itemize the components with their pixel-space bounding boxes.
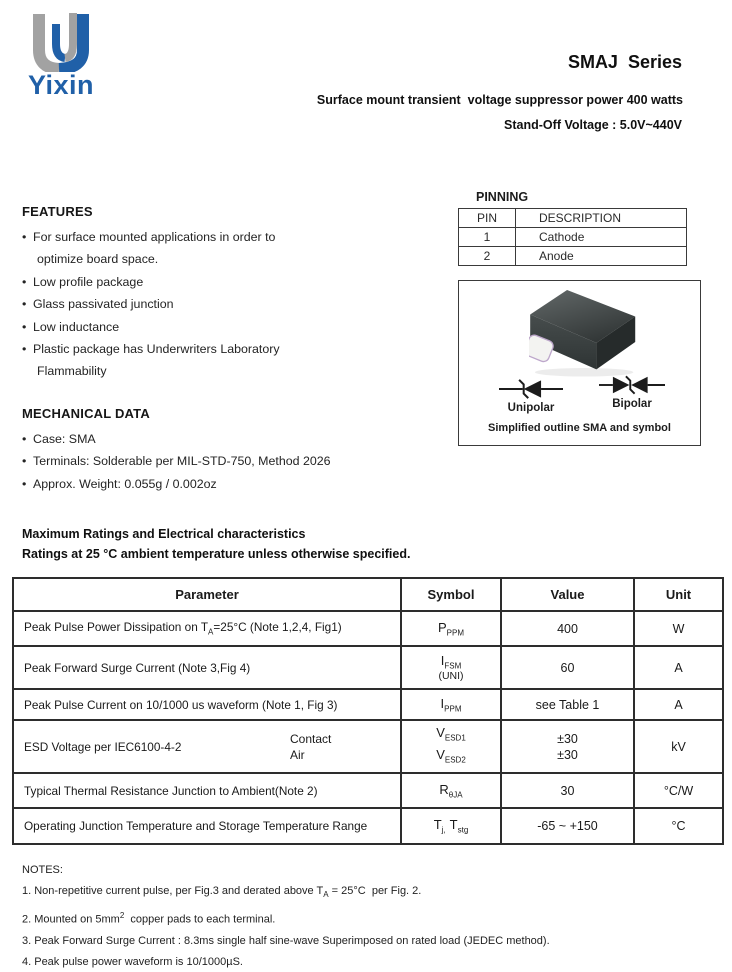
desc-col-header: DESCRIPTION: [516, 209, 687, 228]
note-3: 3. Peak Forward Surge Current : 8.3ms single half sine-wave Superimposed on rated load (JEDEC method).: [22, 934, 550, 947]
parameter: Peak Forward Surge Current (Note 3,Fig 4): [13, 646, 401, 689]
pin-description: Anode: [516, 247, 687, 266]
ratings-heading-line2: Ratings at 25 °C ambient temperature unless otherwise specified.: [22, 547, 411, 561]
feature-item: optimize board space.: [37, 252, 159, 267]
unit: kV: [634, 720, 723, 773]
col-unit: Unit: [634, 578, 723, 611]
esd-conditions: Contact Air: [290, 731, 332, 762]
unit: °C/W: [634, 773, 723, 808]
col-value: Value: [501, 578, 634, 611]
unit: W: [634, 611, 723, 646]
symbol: $R_{\theta JA}$: [401, 773, 501, 808]
sma-package-image: [529, 289, 643, 377]
features-section: [22, 204, 452, 383]
col-symbol: Symbol: [401, 578, 501, 611]
table-row: [13, 720, 723, 773]
symbol: $V_{ESD1}$ $V_{ESD2}$: [401, 720, 501, 773]
table-row: [13, 689, 723, 720]
logo-wordmark: Yixin: [28, 70, 95, 100]
value: see Table 1: [501, 689, 634, 720]
symbol: $P_{PPM}$: [401, 611, 501, 646]
parameter: Typical Thermal Resistance Junction to Ambient(Note 2): [13, 773, 401, 808]
features-heading: FEATURES: [22, 204, 93, 219]
value: 60: [501, 646, 634, 689]
table-row: [13, 773, 723, 808]
parameter: ESD Voltage per IEC6100-4-2 Contact Air: [13, 720, 401, 773]
series-title: SMAJ Series: [567, 52, 682, 72]
value: 400: [501, 611, 634, 646]
figure-caption: Simplified outline SMA and symbol: [488, 422, 671, 434]
notes-heading: NOTES:: [22, 864, 63, 876]
value: ±30 ±30: [501, 720, 634, 773]
symbol: $I_{FSM}$ (UNI): [401, 646, 501, 689]
note-1: 1. Non-repetitive current pulse, per Fig.3 and derated above $T_A = 25^\circ C$ per Fig. 2.: [22, 885, 422, 900]
package-figure-box: [458, 280, 701, 446]
bipolar-label: Bipolar: [612, 398, 652, 410]
standoff-voltage: Stand-Off Voltage : 5.0V~440V: [504, 118, 682, 132]
feature-item: • Plastic package has Underwriters Laboratory: [22, 338, 452, 360]
feature-item: • Glass passivated junction: [22, 293, 452, 315]
doc-subtitle: Surface mount transient voltage suppressor power 400 watts: [316, 93, 683, 107]
pinning-table: [458, 208, 687, 266]
value: 30: [501, 773, 634, 808]
unit: A: [634, 689, 723, 720]
yixin-logo-icon: [32, 12, 90, 72]
feature-item: Flammability: [37, 364, 107, 379]
symbol: $T_{j,}$ $T_{stg}$: [401, 808, 501, 844]
unit: °C: [634, 808, 723, 844]
mechanical-item: • Case: SMA: [22, 428, 462, 450]
table-row: [13, 611, 723, 646]
parameter: Peak Pulse Current on 10/1000 us waveform (Note 1, Fig 3): [13, 689, 401, 720]
mechanical-section: [22, 406, 462, 495]
note-4: 4. Peak pulse power waveform is 10/1000µS.: [22, 955, 243, 968]
feature-item: • Low profile package: [22, 271, 452, 293]
pin-description: Cathode: [516, 228, 687, 247]
parameter: Peak Pulse Power Dissipation on $T_A=25^\circ C$ (Note 1,2,4, Fig1): [13, 611, 401, 646]
ratings-heading-line1: Maximum Ratings and Electrical characteristics: [22, 527, 306, 541]
ratings-table: [12, 577, 724, 845]
feature-item: • For surface mounted applications in order to: [22, 226, 452, 248]
unit: A: [634, 646, 723, 689]
symbol: $I_{PPM}$: [401, 689, 501, 720]
table-header-row: [13, 578, 723, 611]
feature-item: • Low inductance: [22, 316, 452, 338]
pin-number: 1: [459, 228, 516, 247]
unipolar-label: Unipolar: [507, 402, 555, 414]
bipolar-diode-icon: [599, 373, 665, 397]
ratings-heading: [22, 524, 410, 564]
mechanical-heading: MECHANICAL DATA: [22, 406, 150, 421]
pin-number: 2: [459, 247, 516, 266]
value: -65 ~ +150: [501, 808, 634, 844]
note-2: 2. Mounted on $5mm^2$ copper pads to each terminal.: [22, 911, 276, 926]
mechanical-item: • Terminals: Solderable per MIL-STD-750, Method 2026: [22, 450, 462, 472]
table-row: [13, 808, 723, 844]
parameter: Operating Junction Temperature and Storage Temperature Range: [13, 808, 401, 844]
mechanical-item: • Approx. Weight: 0.055g / 0.002oz: [22, 473, 462, 495]
notes-section: [22, 860, 550, 972]
unipolar-diode-icon: [499, 377, 563, 401]
table-row: [459, 247, 687, 266]
col-parameter: Parameter: [13, 578, 401, 611]
pin-col-header: PIN: [459, 209, 516, 228]
table-row: [13, 646, 723, 689]
pinning-heading: PINNING: [476, 190, 529, 204]
table-row: [459, 228, 687, 247]
